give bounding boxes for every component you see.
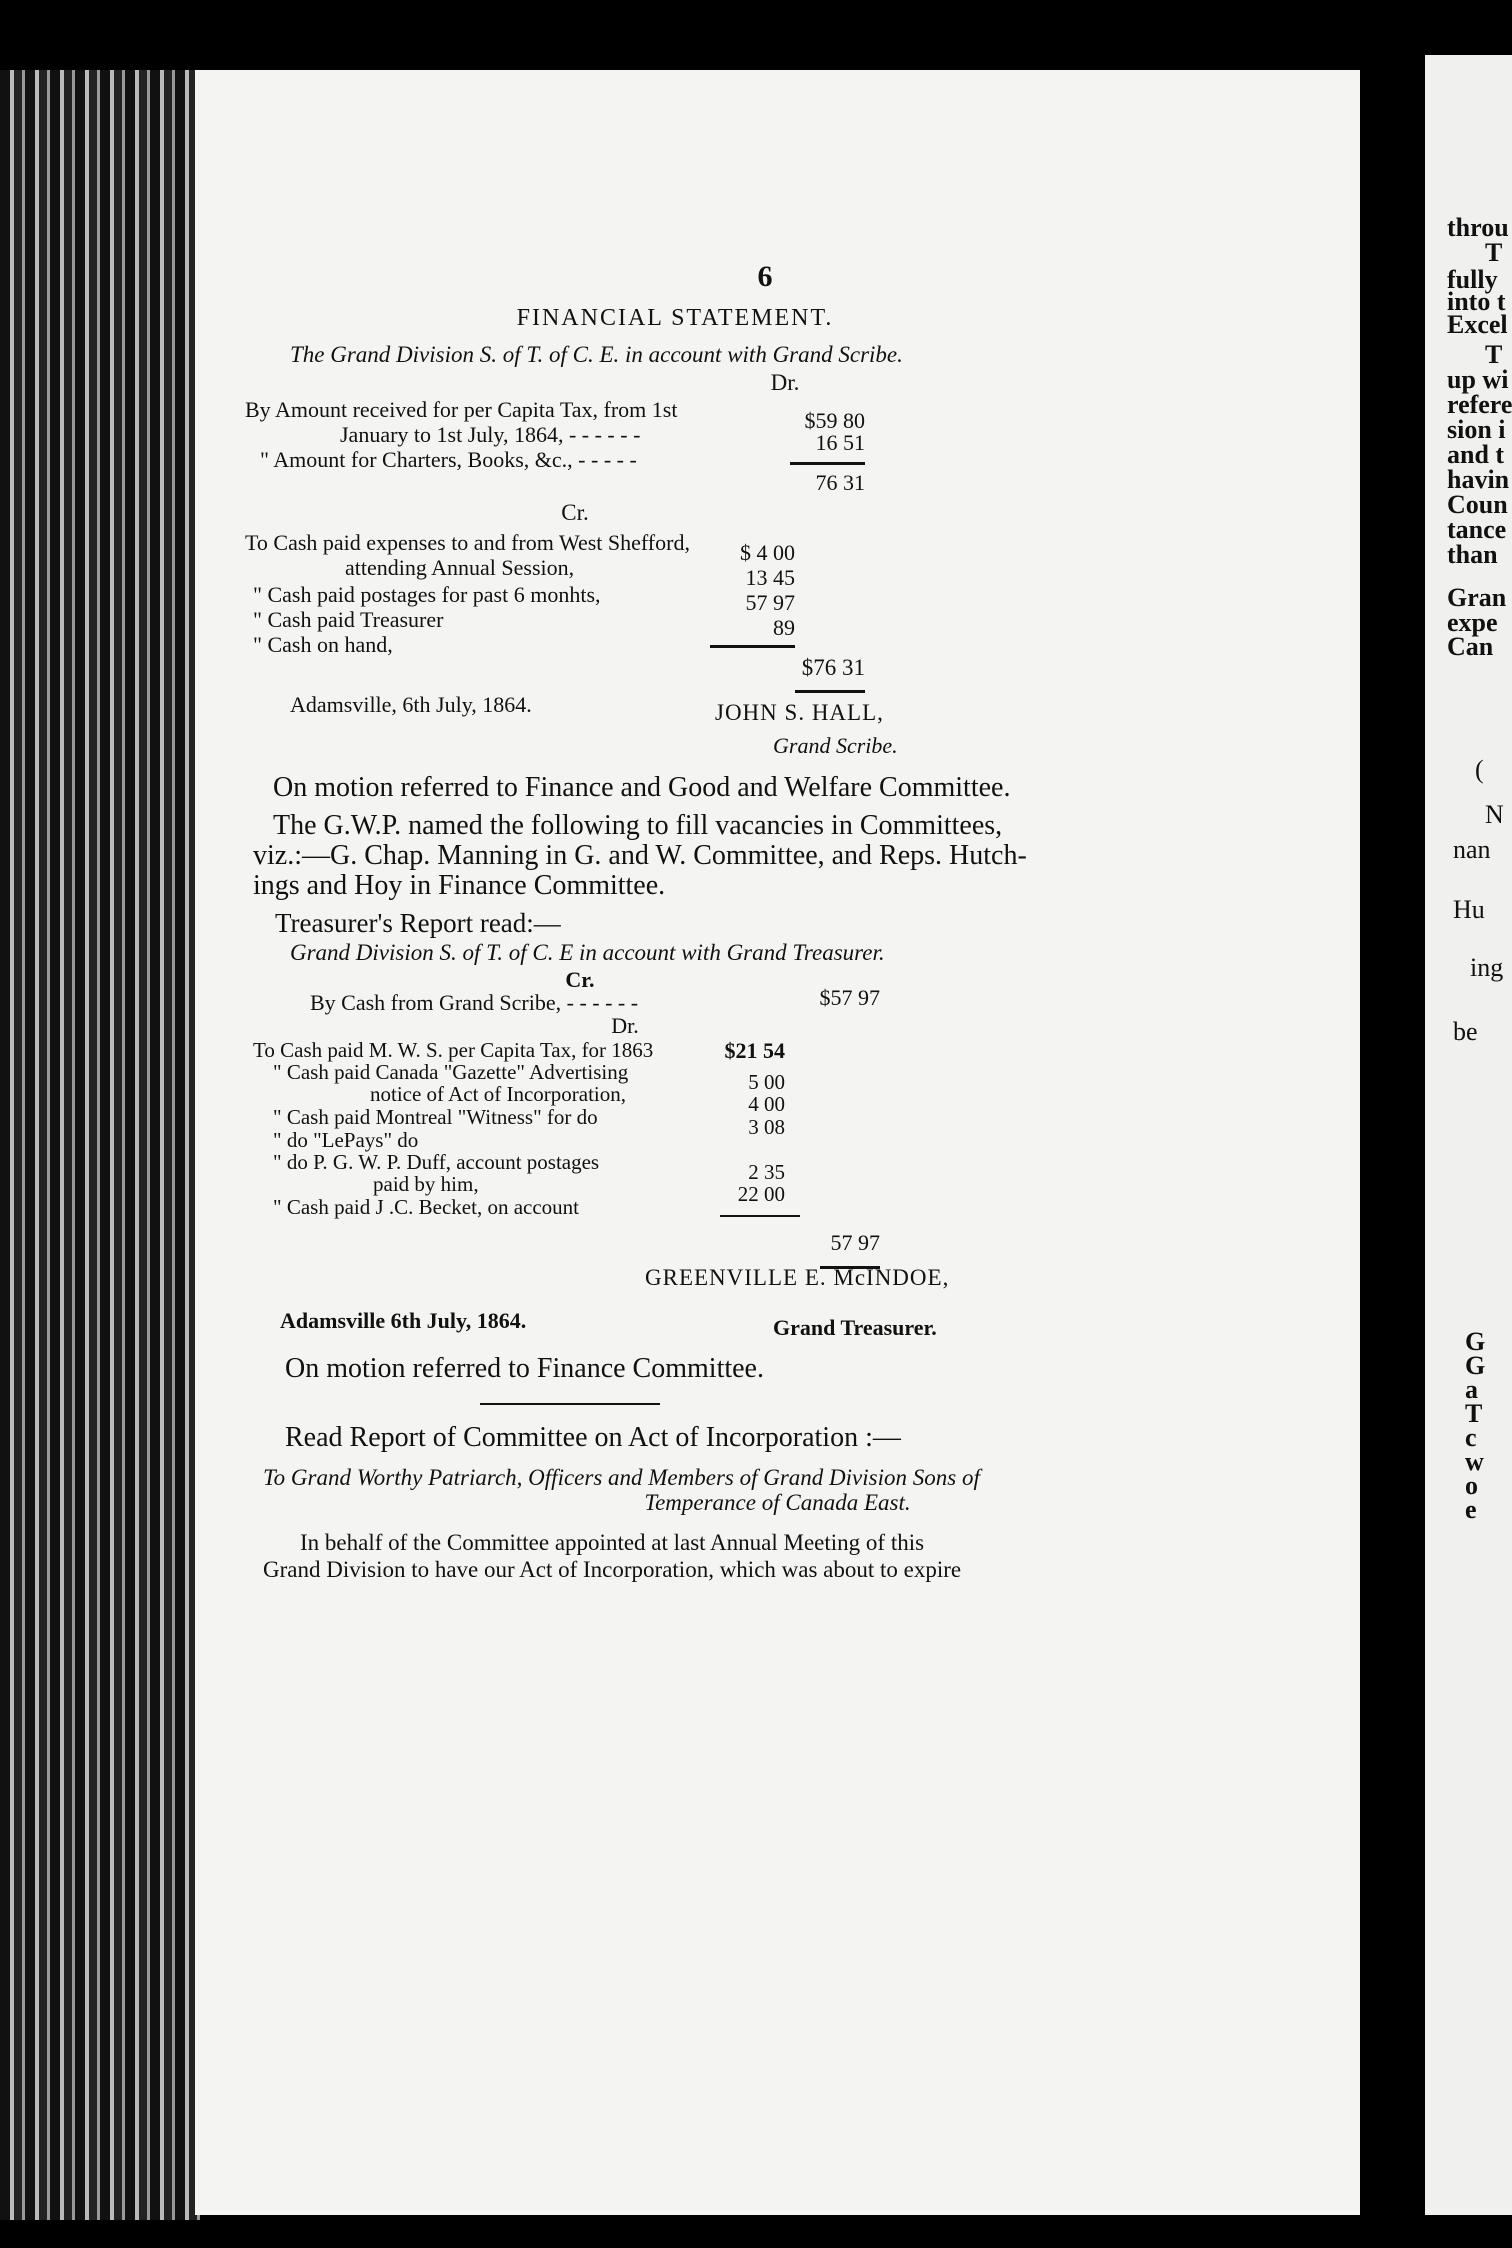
- np-fragment-7: up wi: [1447, 365, 1509, 394]
- treasurer-dr-amount-1: $21 54: [724, 1038, 785, 1063]
- np-fragment-28: c: [1465, 1423, 1477, 1452]
- treasurer-cr-amount: $57 97: [819, 985, 880, 1010]
- treasurer-cr-line: By Cash from Grand Scribe, - - - - - -: [310, 990, 639, 1015]
- np-fragment-2: T: [1485, 238, 1503, 267]
- np-fragment-22: ing: [1470, 953, 1504, 982]
- np-fragment-4: into t: [1447, 287, 1506, 316]
- np-fragment-6: T: [1485, 340, 1503, 369]
- np-fragment-8: refere: [1447, 390, 1512, 419]
- treasurer-dr-amount-5: 3 08: [748, 1115, 785, 1139]
- scribe-cr-amount-4: 89: [773, 615, 795, 640]
- treasurer-dr-amount-3: 5 00: [748, 1070, 785, 1094]
- treasurer-dr-line-3: notice of Act of Incorporation,: [370, 1082, 626, 1106]
- treasurer-dr-line-4: " Cash paid Montreal "Witness" for do: [273, 1105, 598, 1129]
- np-fragment-12: Coun: [1447, 490, 1508, 519]
- scribe-dr-line-2: January to 1st July, 1864, - - - - - -: [340, 422, 641, 447]
- scribe-dr-total: 76 31: [815, 470, 865, 495]
- scribe-cr-amount-3: 57 97: [745, 590, 795, 615]
- np-fragment-1: throu: [1447, 213, 1509, 242]
- np-fragment-15: Gran: [1447, 583, 1507, 612]
- np-fragment-18: (: [1475, 755, 1484, 784]
- treasurer-dr-line-6: " do P. G. W. P. Duff, account postages: [273, 1150, 600, 1174]
- treasurer-dr-amount-4: 4 00: [748, 1092, 785, 1116]
- np-fragment-29: w: [1465, 1447, 1484, 1476]
- np-fragment-20: nan: [1453, 835, 1491, 864]
- treasurer-dr-rule: [720, 1215, 800, 1217]
- book-binding-edge: [0, 70, 200, 2220]
- np-fragment-17: Can: [1447, 632, 1494, 661]
- np-fragment-30: o: [1465, 1471, 1478, 1500]
- scribe-cr-total: $76 31: [801, 655, 865, 680]
- np-fragment-25: G: [1465, 1351, 1486, 1380]
- document-page: [195, 70, 1360, 2215]
- scribe-cr-line-4: " Cash paid Treasurer: [253, 607, 444, 632]
- np-fragment-9: sion i: [1447, 415, 1506, 444]
- motion-finance-welfare: On motion referred to Finance and Good and Welfare Committee.: [273, 772, 1011, 803]
- scribe-cr-line-1: To Cash paid expenses to and from West Shefford,: [245, 530, 690, 555]
- gwp-paragraph-line-3: ings and Hoy in Finance Committee.: [253, 870, 666, 901]
- incorporation-report-intro: Read Report of Committee on Act of Incorporation :—: [285, 1422, 901, 1453]
- treasurer-signer: GREENVILLE E. McINDOE,: [645, 1265, 950, 1290]
- np-fragment-5: Excel: [1447, 310, 1508, 339]
- scribe-cr-label: Cr.: [561, 500, 589, 525]
- scribe-signer-title: Grand Scribe.: [773, 733, 898, 758]
- np-fragment-3: fully: [1447, 265, 1498, 294]
- scribe-cr-line-5: " Cash on hand,: [253, 632, 393, 657]
- treasurer-dr-line-2: " Cash paid Canada "Gazette" Advertising: [273, 1060, 629, 1084]
- treasurer-account-heading: Grand Division S. of T. of C. E in account with Grand Treasurer.: [290, 940, 885, 965]
- scribe-cr-line-2: attending Annual Session,: [345, 555, 575, 580]
- np-fragment-10: and t: [1447, 440, 1505, 469]
- closing-paragraph-line-1: In behalf of the Committee appointed at last Annual Meeting of this: [300, 1530, 925, 1555]
- np-fragment-23: be: [1453, 1017, 1478, 1046]
- section-divider: [480, 1403, 660, 1405]
- treasurer-dr-line-8: " Cash paid J .C. Becket, on account: [273, 1195, 580, 1219]
- motion-finance: On motion referred to Finance Committee.: [285, 1353, 764, 1384]
- closing-paragraph-line-2: Grand Division to have our Act of Incorporation, which was about to expire: [263, 1557, 962, 1582]
- scribe-cr-line-3: " Cash paid postages for past 6 monhts,: [253, 582, 601, 607]
- treasurer-place-date: Adamsville 6th July, 1864.: [280, 1308, 527, 1333]
- treasurer-dr-amount-8: 22 00: [737, 1182, 785, 1206]
- np-fragment-26: a: [1465, 1375, 1478, 1404]
- np-fragment-31: e: [1465, 1495, 1477, 1524]
- statement-title: FINANCIAL STATEMENT.: [516, 305, 834, 331]
- scribe-dr-amount-1: $59 80: [804, 408, 865, 433]
- np-fragment-13: tance: [1447, 515, 1507, 544]
- np-fragment-27: T: [1465, 1399, 1483, 1428]
- adjacent-page-fragment: [1425, 55, 1512, 2215]
- np-fragment-19: N: [1485, 800, 1504, 829]
- scribe-cr-rule: [710, 645, 795, 648]
- gwp-paragraph-line-2: viz.:—G. Chap. Manning in G. and W. Committee, and Reps. Hutch-: [253, 840, 1027, 871]
- np-fragment-11: havin: [1447, 465, 1510, 494]
- treasurer-report-intro: Treasurer's Report read:—: [275, 908, 561, 938]
- np-fragment-14: than: [1447, 540, 1498, 569]
- treasurer-dr-total: 57 97: [830, 1230, 880, 1255]
- np-fragment-24: G: [1465, 1327, 1486, 1356]
- scribe-signer: JOHN S. HALL,: [715, 700, 884, 725]
- treasurer-cr-label: Cr.: [565, 967, 595, 992]
- treasurer-dr-line-1: To Cash paid M. W. S. per Capita Tax, for 1863: [253, 1038, 654, 1062]
- scribe-account-heading: The Grand Division S. of T. of C. E. in account with Grand Scribe.: [290, 342, 903, 367]
- gwp-paragraph-line-1: The G.W.P. named the following to fill vacancies in Committees,: [273, 810, 1003, 841]
- scribe-dr-line-1: By Amount received for per Capita Tax, from 1st: [245, 397, 678, 422]
- np-fragment-16: expe: [1447, 608, 1498, 637]
- treasurer-dr-line-5: " do "LePays" do: [273, 1128, 419, 1152]
- page-number: 6: [757, 260, 773, 293]
- address-line-1: To Grand Worthy Patriarch, Officers and Members of Grand Division Sons of: [263, 1465, 980, 1490]
- treasurer-signer-title: Grand Treasurer.: [773, 1315, 937, 1340]
- treasurer-dr-label: Dr.: [611, 1013, 639, 1038]
- scribe-dr-label: Dr.: [770, 370, 800, 395]
- scribe-dr-amount-2: 16 51: [815, 430, 865, 455]
- np-fragment-21: Hu: [1453, 895, 1485, 924]
- scribe-cr-amount-2: 13 45: [745, 565, 795, 590]
- scribe-place-date: Adamsville, 6th July, 1864.: [290, 692, 532, 717]
- treasurer-dr-line-7: paid by him,: [373, 1172, 479, 1196]
- scribe-dr-rule: [790, 462, 865, 465]
- scribe-cr-total-rule: [795, 690, 865, 693]
- address-line-2: Temperance of Canada East.: [644, 1490, 911, 1515]
- scribe-cr-amount-1: $ 4 00: [740, 540, 795, 565]
- scribe-dr-line-3: " Amount for Charters, Books, &c., - - - - -: [260, 447, 637, 472]
- treasurer-dr-amount-7: 2 35: [748, 1160, 785, 1184]
